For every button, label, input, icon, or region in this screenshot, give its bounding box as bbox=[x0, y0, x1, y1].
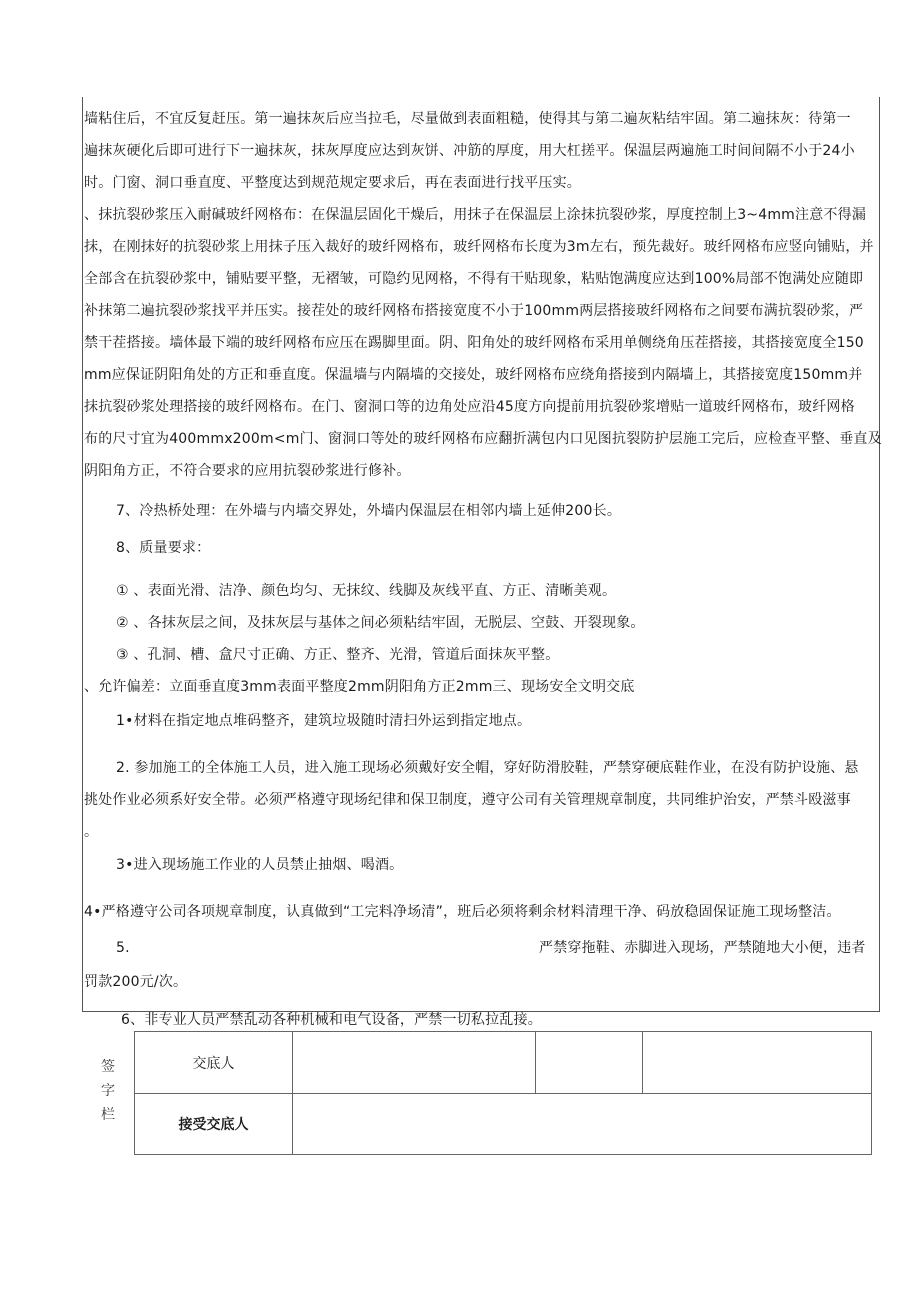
text-line: 8、质量要求： bbox=[116, 540, 211, 556]
discloser-label: 交底人 bbox=[135, 1032, 293, 1094]
discloser-date-cell[interactable] bbox=[643, 1032, 872, 1094]
text-line: 2. 参加施工的全体施工人员，进入施工现场必须戴好安全帽，穿好防滑胶鞋，严禁穿硬底鞋作业，在没有防护设施、悬 bbox=[116, 760, 859, 776]
text-line: 禁干茬搭接。墙体最下端的玻纤网格布应压在踢脚里面。阴、阳角处的玻纤网格布采用单侧绕角压茬搭接，其搭接宽度全150 bbox=[84, 335, 864, 351]
text-line: 罚款200元/次。 bbox=[84, 974, 188, 990]
text-line: 时。门窗、洞口垂直度、平整度达到规范规定要求后，再在表面进行找平压实。 bbox=[84, 175, 581, 191]
text-line: 布的尺寸宜为400mmx200m<m门、窗洞口等处的玻纤网格布应翻折满包内口见图抗裂防护层施工完后，应检查平整、垂直及 bbox=[84, 431, 882, 447]
text-line: 遍抹灰硬化后即可进行下一遍抹灰，抹灰厚度应达到灰饼、冲筋的厚度，用大杠搓平。保温层两遍施工时间间隔不小于24小 bbox=[84, 143, 855, 159]
receiver-signature-cell[interactable] bbox=[293, 1094, 872, 1155]
text-line: 抹，在刚抹好的抗裂砂浆上用抹子压入裁好的玻纤网格布，玻纤网格布长度为3m左右，预先裁好。玻纤网格布应竖向铺贴，并 bbox=[84, 239, 874, 255]
text-line: 、允许偏差：立面垂直度3mm表面平整度2mm阴阳角方正2mm三、现场安全文明交底 bbox=[84, 679, 635, 695]
text-line: 严禁穿拖鞋、赤脚进入现场，严禁随地大小便，违者 bbox=[539, 940, 866, 956]
signature-section-label: 签 字 栏 bbox=[101, 1059, 115, 1123]
text-line: 1•材料在指定地点堆码整齐，建筑垃圾随时清扫外运到指定地点。 bbox=[116, 713, 532, 729]
signature-table bbox=[134, 1031, 872, 1155]
text-line: ③ 、孔洞、槽、盒尺寸正确、方正、整齐、光滑，管道后面抹灰平整。 bbox=[116, 647, 560, 663]
text-line: 阴阳角方正，不符合要求的应用抗裂砂浆进行修补。 bbox=[84, 463, 411, 479]
text-line: 6、非专业人员严禁乱动各种机械和电气设备，严禁一切私拉乱接。 bbox=[121, 1012, 542, 1028]
text-line: 5. bbox=[116, 940, 130, 956]
text-line: 墙粘住后，不宜反复赶压。第一遍抹灰后应当拉毛，尽量做到表面粗糙，使得其与第二遍灰粘结牢固。第二遍抹灰：待第一 bbox=[84, 111, 851, 127]
text-line: 补抹第二遍抗裂砂浆找平并压实。接茬处的玻纤网格布搭接宽度不小于100mm两层搭接玻纤网格布之间要布满抗裂砂浆，严 bbox=[84, 303, 864, 319]
text-line: 挑处作业必须系好安全带。必须严格遵守现场纪律和保卫制度，遵守公司有关管理规章制度，共同维护治安，严禁斗殴滋事 bbox=[84, 792, 851, 808]
text-line: mm应保证阴阳角处的方正和垂直度。保温墙与内隔墙的交接处，玻纤网格布应绕角搭接到内隔墙上，其搭接宽度150mm并 bbox=[84, 367, 863, 383]
text-line: ① 、表面光滑、洁净、颜色均匀、无抹纹、线脚及灰线平直、方正、清晰美观。 bbox=[116, 583, 617, 599]
text-line: 7、冷热桥处理：在外墙与内墙交界处，外墙内保温层在相邻内墙上延伸200长。 bbox=[116, 503, 622, 519]
discloser-signature-cell[interactable] bbox=[293, 1032, 536, 1094]
text-line: 3•进入现场施工作业的人员禁止抽烟、喝酒。 bbox=[116, 857, 404, 873]
text-line: 、抹抗裂砂浆压入耐碱玻纤网格布：在保温层固化干燥后，用抹子在保温层上涂抹抗裂砂浆，厚度控制上3~4mm注意不得漏 bbox=[84, 207, 867, 223]
text-line: 抹抗裂砂浆处理搭接的玻纤网格布。在门、窗洞口等的边角处应沿45度方向提前用抗裂砂浆增贴一道玻纤网格布，玻纤网格 bbox=[84, 399, 855, 415]
text-line: 全部含在抗裂砂浆中，铺贴要平整，无褶皱，可隐约见网格，不得有干贴现象，粘贴饱满度应达到100%局部不饱满处应随即 bbox=[84, 271, 864, 287]
text-line: 。 bbox=[84, 824, 99, 840]
text-line: 4•严格遵守公司各项规章制度，认真做到“工完料净场清”，班后必须将剩余材料清理干净、码放稳固保证施工现场整洁。 bbox=[84, 904, 841, 920]
receiver-label: 接受交底人 bbox=[135, 1094, 293, 1155]
text-line: ② 、各抹灰层之间，及抹灰层与基体之间必须粘结牢固，无脱层、空鼓、开裂现象。 bbox=[116, 615, 645, 631]
discloser-extra-cell[interactable] bbox=[536, 1032, 643, 1094]
